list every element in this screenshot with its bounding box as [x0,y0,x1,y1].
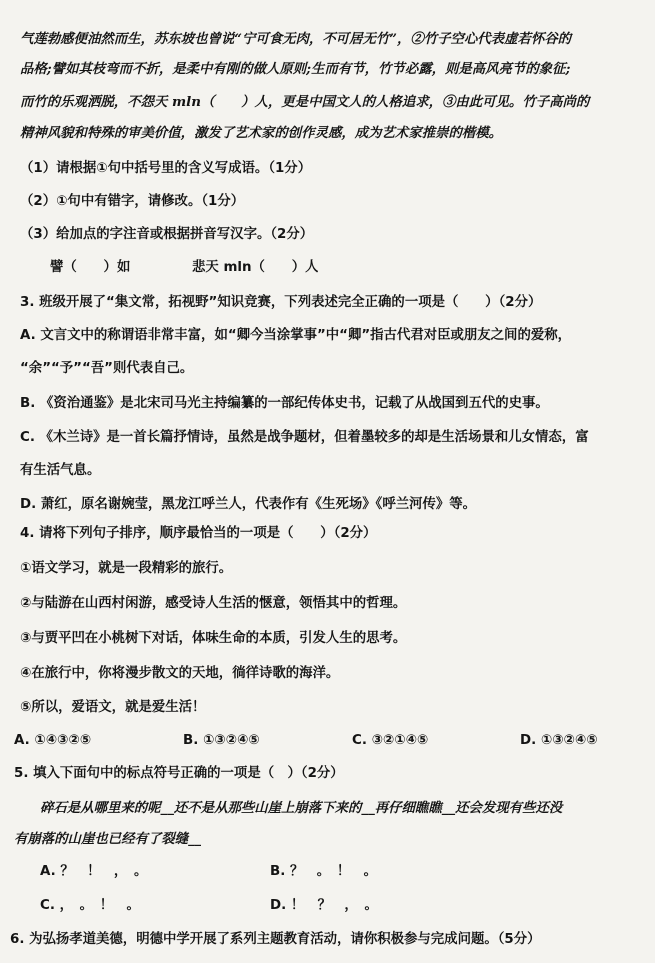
q4-option-d: D. ①③②④⑤ [520,733,598,748]
q5-option-b: B. ？ 。 ！ 。 [270,864,377,879]
q4-option-a: A. ①④③②⑤ [14,733,92,748]
q3-option-d: D. 萧红，原名谢婉莹，黑龙江呼兰人，代表作有《生死场》《呼兰河传》等。 [20,497,477,512]
q2-subquestion-3: （3）给加点的字注音或根据拼音写汉字。（2分） [20,227,314,242]
q4-option-b: B. ①③②④⑤ [183,733,260,748]
q5-option-d: D. ！ ？ ， 。 [270,898,378,913]
q4-sentence-4: ④在旅行中，你将漫步散文的天地，徜徉诗歌的海洋。 [20,666,340,681]
q4-sentence-1: ①语文学习，就是一段精彩的旅行。 [20,561,233,576]
passage-line-4: 精神风貌和特殊的审美价值，激发了艺术家的创作灵感，成为艺术家推崇的楷模。 [20,125,503,141]
q5-option-a: A. ？ ！ ， 。 [40,864,148,879]
q3-option-c-line-2: 有生活气息。 [20,463,101,478]
q4-stem: 4. 请将下列句子排序，顺序最恰当的一项是（ ）（2分） [20,526,377,541]
q5-sentence-line-2: 有崩落的山崖也已经有了裂缝__ [14,831,202,847]
passage-line-3: 而竹的乐观洒脱，不怨天 mln（ ）人，更是中国文人的人格追求，③由此可见。竹子高尚的 [20,94,590,110]
q4-sentence-5: ⑤所以，爱语文，就是爱生活！ [20,700,206,715]
passage-line-2: 品格;譬如其枝弯而不折，是柔中有刚的做人原则;生而有节，竹节必露，则是高风亮节的象征; [20,61,571,77]
q4-sentence-3: ③与贾平凹在小桃树下对话，体味生命的本质，引发人生的思考。 [20,631,407,646]
q2-subquestion-1: （1）请根据①句中括号里的含义写成语。（1分） [20,161,312,176]
q3-option-a-line-2: “余”“予”“吾”则代表自己。 [20,361,194,376]
q6-stem: 6. 为弘扬孝道美德，明德中学开展了系列主题教育活动，请你积极参与完成问题。（5分） [10,932,541,947]
q2-subquestion-2: （2）①句中有错字，请修改。（1分） [20,194,245,209]
q5-stem: 5. 填入下面句中的标点符号正确的一项是（ ）（2分） [14,766,344,781]
q5-sentence-line-1: 碎石是从哪里来的呢__还不是从那些山崖上崩落下来的__再仔细瞧瞧__还会发现有些还没 [40,800,563,816]
q2-fill-blank-pi: 譬（ ）如 [50,260,131,275]
q4-option-c: C. ③②①④⑤ [352,733,429,748]
q3-option-b: B. 《资治通鉴》是北宋司马光主持编纂的一部纪传体史书，记载了从战国到五代的史事。 [20,396,549,411]
q5-option-c: C. ， 。 ！ 。 [40,898,140,913]
q3-option-a-line-1: A. 文言文中的称谓语非常丰富，如“卿今当涂掌事”中“卿”指古代君对臣或朋友之间的爱称， [20,328,572,343]
q3-stem: 3. 班级开展了“集文常，拓视野”知识竞赛，下列表述完全正确的一项是（ ）（2分） [20,295,542,310]
q3-option-c-line-1: C. 《木兰诗》是一首长篇抒情诗，虽然是战争题材，但着墨较多的却是生活场景和儿女情态，富 [20,430,589,445]
passage-line-1: 气莲勃感便油然而生，苏东坡也曾说“宁可食无肉，不可居无竹”，②竹子空心代表虚若怀谷的 [20,31,572,47]
q4-sentence-2: ②与陆游在山西村闲游，感受诗人生活的惬意，领悟其中的哲理。 [20,596,407,611]
q2-fill-blank-min: 悲天 mln（ ）人 [192,260,319,275]
